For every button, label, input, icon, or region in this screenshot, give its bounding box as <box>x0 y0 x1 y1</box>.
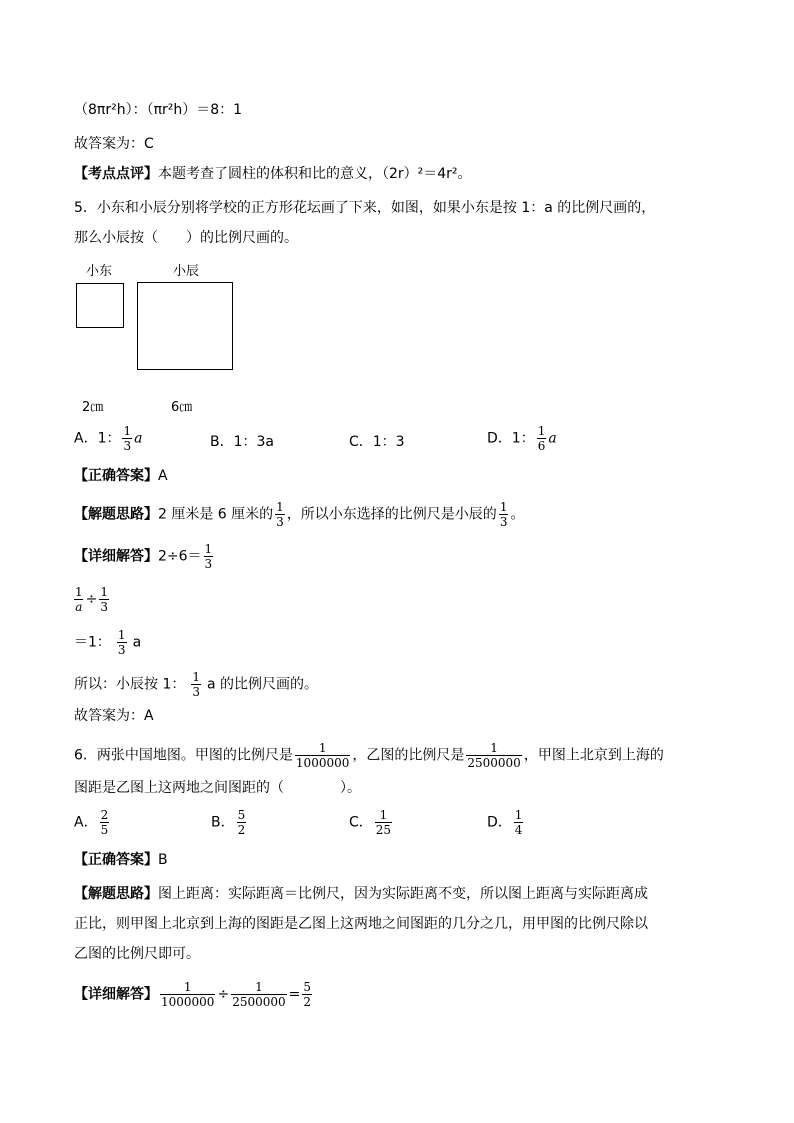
q5-option-a: A．1： $\frac{1}{3}$ a <box>74 424 143 453</box>
q5-option-b: B．1：3a <box>210 434 274 450</box>
kaodian-text: 本题考查了圆柱的体积和比的意义，（2r）²＝4r²。 <box>158 166 472 182</box>
label-xiaochen: 小辰 <box>173 264 200 279</box>
q6-stem-line1: 6．两张中国地图。甲图的比例尺是 $\frac{1}{1000000}$ ，乙图的比例尺是 $\frac{1}{2500000}$ ，甲图上北京到上海的 <box>74 741 664 770</box>
label-xiaodong: 小东 <box>86 264 113 279</box>
q6-option-b: B． $\frac{5}{2}$ <box>211 808 246 837</box>
q5-option-c: C．1：3 <box>349 434 405 450</box>
kaodian-tag: 【考点点评】 <box>74 166 158 182</box>
size-big: 6㎝ <box>171 400 193 415</box>
q6-option-c: C． $\frac{1}{25}$ <box>349 808 392 837</box>
q5-stem-line2: 那么小辰按（ ）的比例尺画的。 <box>74 230 298 246</box>
q6-silu-2: 正比，则甲图上北京到上海的图距是乙图上这两地之间图距的几分之几，用甲图的比例尺除以 <box>74 916 648 932</box>
q5-step3: ＝1： $\frac{1}{3}$ a <box>74 628 142 657</box>
q5-final: 故答案为：A <box>74 708 154 724</box>
q6-silu-3: 乙图的比例尺即可。 <box>74 946 200 962</box>
q5-option-d: D．1： $\frac{1}{6}$ a <box>487 424 557 453</box>
kaodian-line <box>74 164 472 184</box>
q6-xiangxi: 【详细解答】 $\frac{1}{1000000}$ ÷ $\frac{1}{2500000}$ = $\frac{5}{2}$ <box>74 980 312 1009</box>
q6-option-a: A． $\frac{2}{5}$ <box>74 808 109 837</box>
q5-xiangxi: 【详细解答】2÷6＝ $\frac{1}{3}$ <box>74 542 213 571</box>
answer-c-line: 故答案为：C <box>74 136 154 152</box>
q6-silu-1: 【解题思路】图上距离：实际距离＝比例尺，因为实际距离不变，所以图上距离与实际距离成 <box>74 886 648 902</box>
q5-silu: 【解题思路】2 厘米是 6 厘米的 $\frac{1}{3}$ ，所以小东选择的比例尺是小辰的 $\frac{1}{3}$ 。 <box>74 500 525 529</box>
q5-conclusion: 所以：小辰按 1： $\frac{1}{3}$ a 的比例尺画的。 <box>74 670 319 699</box>
q6-answer: 【正确答案】B <box>74 852 168 868</box>
small-square <box>76 283 124 328</box>
q6-option-d: D． $\frac{1}{4}$ <box>487 808 523 837</box>
q5-answer: 【正确答案】A <box>74 468 168 484</box>
q5-step2: $\frac{1}{a}$ ÷ $\frac{1}{3}$ <box>75 585 109 614</box>
q6-stem-line2: 图距是乙图上这两地之间图距的（ ）。 <box>74 780 361 796</box>
ratio-line: （8πr²h）：（πr²h）＝8：1 <box>74 102 243 118</box>
q5-stem-line1: 5．小东和小辰分别将学校的正方形花坛画了下来，如图，如果小东是按 1：a 的比例尺画的， <box>74 200 656 216</box>
size-small: 2㎝ <box>82 400 104 415</box>
big-square <box>137 282 233 370</box>
